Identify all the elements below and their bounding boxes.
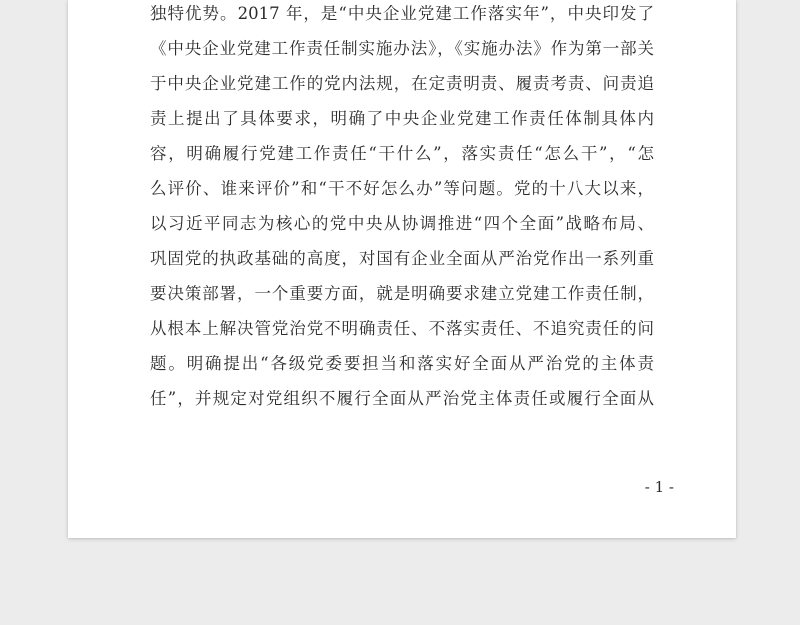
text-line: 巩固党的执政基础的高度，对国有企业全面从严治党作出一系列重 xyxy=(150,249,654,268)
text-line: 责上提出了具体要求，明确了中央企业党建工作责任体制具体内 xyxy=(150,109,654,128)
text-line: 于中央企业党建工作的党内法规，在定责明责、履责考责、问责追 xyxy=(150,74,654,93)
text-line: 以习近平同志为核心的党中央从协调推进“四个全面”战略布局、 xyxy=(150,214,654,233)
text-line: 题。明确提出“各级党委要担当和落实好全面从严治党的主体责 xyxy=(150,354,654,373)
text-line: 从根本上解决管党治党不明确责任、不落实责任、不追究责任的问 xyxy=(150,319,654,338)
document-page xyxy=(68,0,736,538)
text-line: 独特优势。2017 年，是“中央企业党建工作落实年”，中央印发了 xyxy=(150,4,654,23)
page-number: - 1 - xyxy=(644,478,674,496)
text-line: 任”，并规定对党组织不履行全面从严治党主体责任或履行全面从 xyxy=(150,389,654,408)
text-line: 容，明确履行党建工作责任“干什么”，落实责任“怎么干”，“怎 xyxy=(150,144,654,163)
body-paragraph xyxy=(150,0,654,420)
text-line: 要决策部署，一个重要方面，就是明确要求建立党建工作责任制， xyxy=(150,284,654,303)
text-line: 么评价、谁来评价”和“干不好怎么办”等问题。党的十八大以来， xyxy=(150,179,654,198)
text-line: 《中央企业党建工作责任制实施办法》，《实施办法》作为第一部关 xyxy=(150,39,654,58)
